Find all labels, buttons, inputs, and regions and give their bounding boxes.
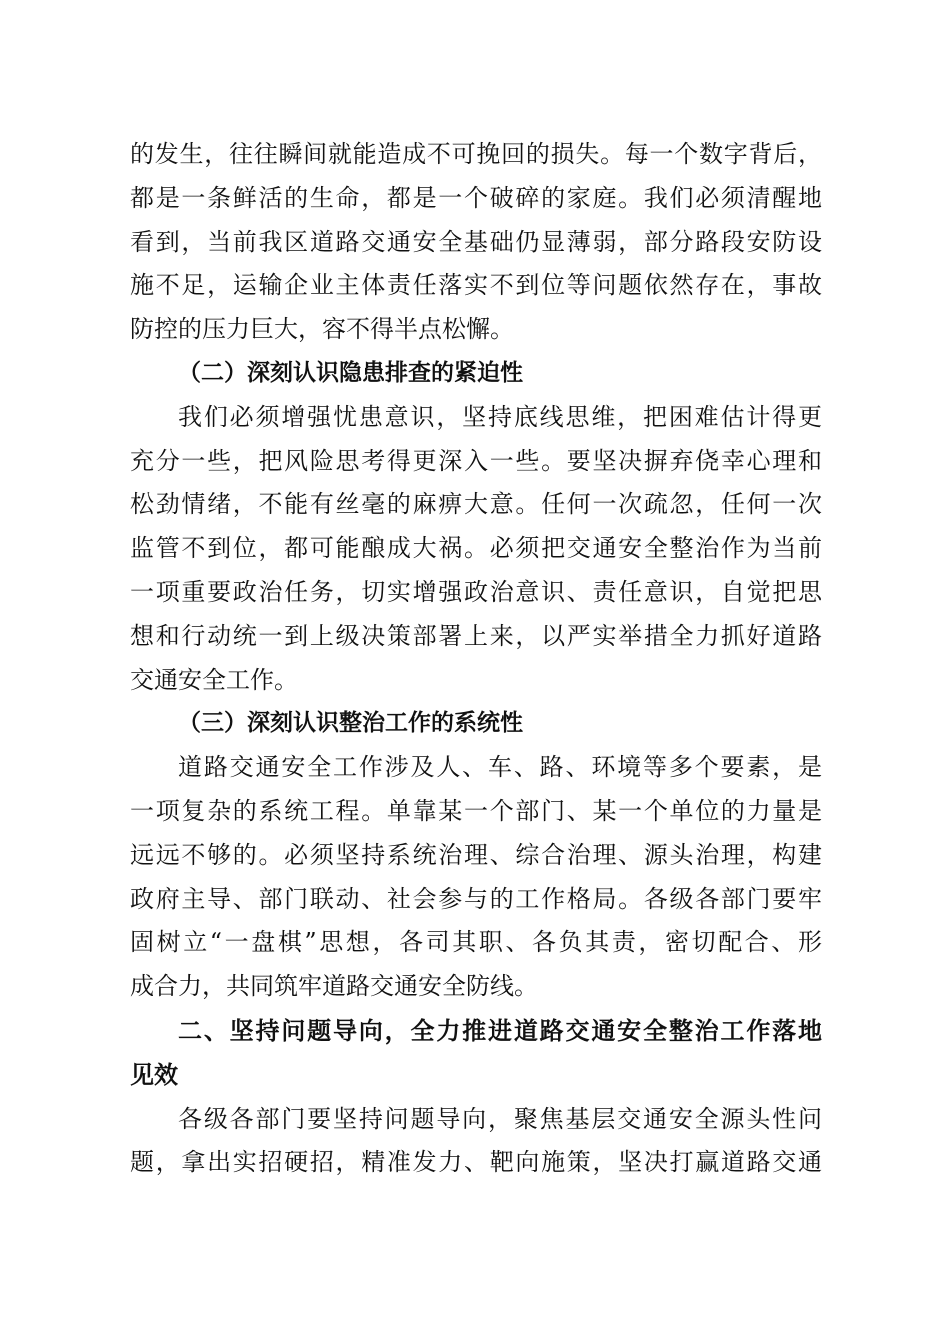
text-line: 一项重要政治任务，切实增强政治意识、责任意识，自觉把思 [130, 577, 822, 606]
heading-text: 见效 [130, 1060, 178, 1089]
text-line: 固树立“一盘棋”思想，各司其职、各负其责，密切配合、形 [130, 928, 822, 957]
text-line: 充分一些，把风险思考得更深入一些。要坚决摒弃侥幸心理和 [130, 446, 822, 475]
text-line: 想和行动统一到上级决策部署上来，以严实举措全力抓好道路 [130, 621, 822, 650]
text-line: 成合力，共同筑牢道路交通安全防线。 [130, 972, 538, 1001]
section-heading [130, 1010, 822, 1098]
subheading-text: （三）深刻认识整治工作的系统性 [178, 710, 523, 737]
section-subheading [130, 352, 822, 396]
text-line: 松劲情绪，不能有丝毫的麻痹大意。任何一次疏忽，任何一次 [130, 490, 822, 519]
section-subheading [130, 702, 822, 746]
text-line: 我们必须增强忧患意识，坚持底线思维，把困难估计得更 [178, 402, 822, 431]
text-line: 防控的压力巨大，容不得半点松懈。 [130, 315, 514, 344]
body-paragraph [130, 396, 822, 703]
text-line: 一项复杂的系统工程。单靠某一个部门、某一个单位的力量是 [130, 796, 822, 825]
text-line: 题，拿出实招硬招，精准发力、靶向施策，坚决打赢道路交通 [130, 1148, 822, 1177]
text-line: 看到，当前我区道路交通安全基础仍显薄弱，部分路段安防设 [130, 227, 822, 256]
heading-text: 二、坚持问题导向，全力推进道路交通安全整治工作落地 [178, 1016, 822, 1045]
text-line: 道路交通安全工作涉及人、车、路、环境等多个要素，是 [178, 753, 822, 782]
text-line: 都是一条鲜活的生命，都是一个破碎的家庭。我们必须清醒地 [130, 183, 822, 212]
text-line: 监管不到位，都可能酿成大祸。必须把交通安全整治作为当前 [130, 534, 822, 563]
text-line: 交通安全工作。 [130, 665, 298, 694]
text-line: 远远不够的。必须坚持系统治理、综合治理、源头治理，构建 [130, 840, 822, 869]
subheading-text: （二）深刻认识隐患排查的紧迫性 [178, 359, 523, 386]
body-paragraph [130, 133, 822, 352]
body-paragraph [130, 746, 822, 1009]
text-line: 的发生，往往瞬间就能造成不可挽回的损失。每一个数字背后， [130, 140, 822, 168]
text-line: 施不足，运输企业主体责任落实不到位等问题依然存在，事故 [130, 271, 822, 300]
body-paragraph [130, 1098, 822, 1186]
document-page [130, 133, 822, 1185]
text-line: 各级各部门要坚持问题导向，聚焦基层交通安全源头性问 [178, 1104, 822, 1133]
text-line: 政府主导、部门联动、社会参与的工作格局。各级各部门要牢 [130, 884, 822, 913]
